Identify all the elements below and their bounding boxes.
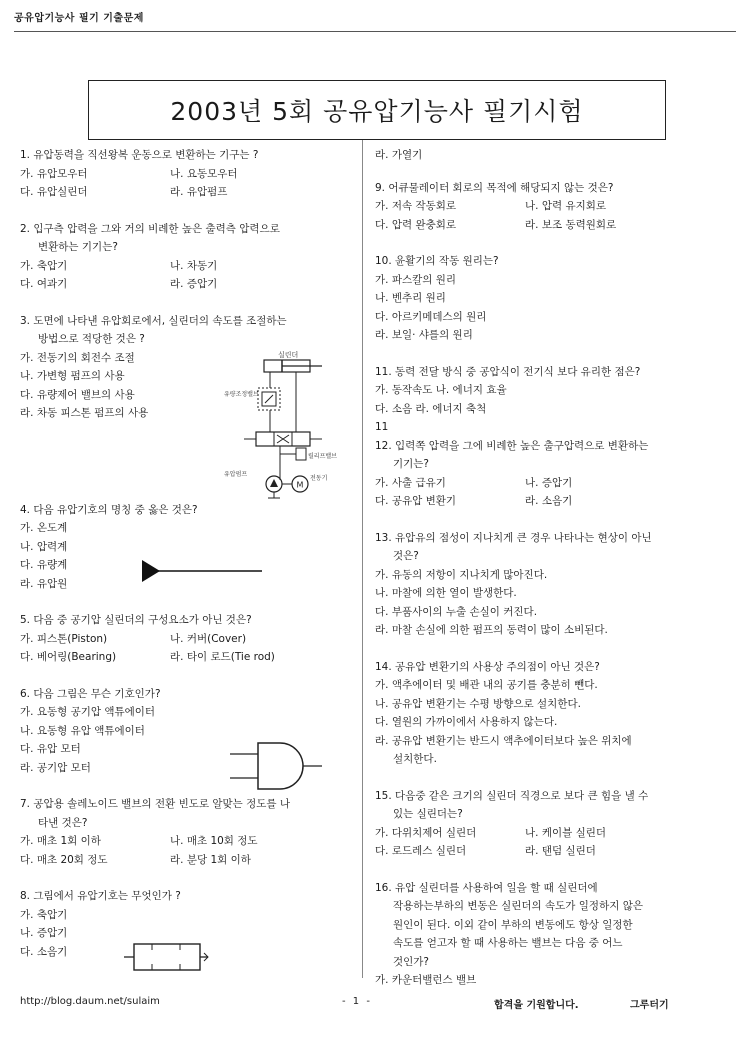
question-text: 11. 동력 전달 방식 중 공압식이 전기식 보다 유리한 점은? — [375, 365, 641, 378]
answer-option: 가. 액추에이터 및 배관 내의 공기를 충분히 뺀다. — [375, 679, 598, 691]
question-text-continued: 변환하는 기기는? — [38, 241, 118, 253]
question-block — [375, 252, 715, 345]
question-block — [375, 363, 715, 437]
option-row — [375, 474, 715, 493]
answer-option: 나. 압력 유지회로 — [525, 200, 607, 212]
answer-option: 다. 베어링(Bearing) — [20, 651, 117, 663]
title-box — [88, 80, 666, 140]
answer-option: 라. 공유압 변환기는 반드시 액추에이터보다 높은 위치에 — [375, 734, 632, 747]
question-block — [375, 146, 715, 165]
answer-option: 라. 증압기 — [170, 278, 218, 290]
answer-option: 다. 아르키메데스의 원리 — [375, 310, 487, 323]
question-text: 7. 공압용 솔레노이드 밸브의 전환 빈도로 알맞는 정도를 나 — [20, 798, 291, 810]
answer-option: 나. 마찰에 의한 열이 발생한다. — [375, 587, 517, 599]
answer-option: 다. 부품사이의 누출 손실이 커진다. — [375, 605, 538, 618]
option-row — [20, 648, 350, 667]
answer-option: 가. 전동기의 회전수 조절 — [20, 351, 135, 364]
question-text: 14. 공유압 변환기의 사용상 주의점이 아닌 것은? — [375, 660, 600, 673]
answer-option: 라. 보일· 샤를의 원리 — [375, 329, 473, 341]
option-row — [20, 257, 350, 276]
answer-option: 나. 압력계 — [20, 540, 68, 553]
answer-option: 나. 케이블 실린더 — [525, 826, 607, 839]
answer-option: 가. 유압모우터 — [20, 167, 88, 180]
pump-label: 유압펌프 — [224, 471, 248, 478]
answer-option: 나. 커버(Cover) — [170, 632, 247, 645]
relief-valve — [296, 448, 306, 460]
column-divider — [362, 140, 363, 978]
option-row — [20, 832, 350, 851]
answer-option: 가. 온도계 — [20, 522, 68, 534]
flow-valve-label: 유량조정밸브 — [224, 391, 259, 398]
option-row — [20, 183, 350, 202]
question-text-continued: 것은? — [393, 550, 419, 562]
question-text-continued: 속도를 얻고자 할 때 사용하는 밸브는 다음 중 어느 — [393, 937, 623, 949]
option-row — [20, 275, 350, 294]
answer-option: 라. 보조 동력원회로 — [525, 218, 617, 231]
footer-url[interactable]: http://blog.daum.net/sulaim — [20, 996, 160, 1007]
option-row — [375, 197, 715, 216]
question-block — [375, 879, 715, 990]
pressure-source-symbol — [140, 556, 264, 586]
option-row — [375, 216, 715, 235]
question-block — [20, 146, 350, 202]
answer-option: 나. 벤추리 원리 — [375, 292, 446, 304]
answer-option: 나. 요동모우터 — [170, 167, 238, 180]
answer-option: 가. 다위치제어 실린더 — [375, 826, 477, 839]
answer-option: 라. 탠덤 실린더 — [525, 845, 596, 857]
relief-valve-label: 릴리프밸브 — [308, 453, 337, 460]
answer-option: 라. 유압원 — [20, 577, 68, 590]
answer-option: 라. 분당 1회 이하 — [170, 853, 251, 866]
question-text: 16. 유압 실린더를 사용하여 일을 할 때 실린더에 — [375, 881, 598, 894]
answer-option: 가. 요동형 공기압 액튜에이터 — [20, 706, 156, 718]
question-block — [375, 437, 715, 511]
answer-option: 다. 매초 20회 정도 — [20, 853, 108, 866]
question-text-continued: 타낸 것은? — [38, 816, 88, 829]
hydraulic-circuit-figure — [222, 348, 340, 500]
question-block — [20, 795, 350, 869]
answer-option: 나. 가변형 펌프의 사용 — [20, 370, 125, 382]
question-text: 3. 도면에 나타낸 유압회로에서, 실린더의 속도를 조절하는 — [20, 314, 287, 327]
answer-option: 라. 차동 피스톤 펌프의 사용 — [20, 407, 149, 419]
answer-option: 다. 소음기 — [20, 945, 68, 958]
answer-option: 라. 마찰 손실에 의한 펌프의 동력이 많이 소비된다. — [375, 624, 608, 636]
answer-option: 라. 타이 로드(Tie rod) — [170, 651, 275, 663]
answer-option: 나. 증압기 — [20, 927, 68, 939]
answer-option: 가. 매초 1회 이하 — [20, 835, 101, 847]
answer-option: 나. 공유압 변환기는 수평 방향으로 설치한다. — [375, 697, 581, 710]
option-row — [375, 824, 715, 843]
answer-option: 라. 유압펌프 — [170, 186, 228, 198]
answer-option: 가. 유동의 저항이 지나치게 많아진다. — [375, 568, 548, 581]
answer-option: 가. 사출 급유기 — [375, 476, 446, 489]
question-text: 4. 다음 유압기호의 명칭 중 옳은 것은? — [20, 503, 198, 516]
answer-option: 라. 가열기 — [375, 149, 423, 161]
motor-letter: M — [296, 480, 304, 490]
rotary-actuator-symbol — [228, 740, 324, 792]
answer-option: 다. 압력 완충회로 — [375, 218, 457, 231]
question-text: 10. 윤활기의 작동 원리는? — [375, 255, 499, 267]
answer-option: 가. 축압기 — [20, 908, 68, 921]
answer-option: 다. 유압실린더 — [20, 186, 88, 198]
answer-option: 설치한다. — [393, 753, 437, 765]
answer-option: 나. 매초 10회 정도 — [170, 835, 258, 847]
question-text: 1. 유압동력을 직선왕복 운동으로 변환하는 기구는 ? — [20, 149, 259, 161]
question-block — [375, 529, 715, 640]
cylinder-label: 실린더 — [278, 351, 299, 359]
answer-option: 다. 공유압 변환기 — [375, 495, 457, 507]
header-rule — [14, 31, 736, 32]
footer-slogan: 합격을 기원합니다. — [494, 1000, 579, 1011]
option-row — [20, 630, 350, 649]
page-number: - 1 - — [342, 996, 372, 1007]
answer-option: 다. 로드레스 실린더 — [375, 845, 467, 857]
right-column — [375, 146, 715, 1008]
page-title: 2003년 5회 공유압기능사 필기시험 — [170, 97, 584, 126]
running-header: 공유압기능사 필기 기출문제 — [14, 13, 144, 24]
question-text: 9. 어큐물레이터 회로의 목적에 해당되지 않는 것은? — [375, 181, 614, 194]
answer-option: 나. 차동기 — [170, 259, 218, 272]
answer-option: 라. 공기압 모터 — [20, 761, 91, 774]
option-row — [375, 492, 715, 511]
accumulator-symbol — [122, 940, 210, 976]
question-text: 6. 다음 그림은 무슨 기호인가? — [20, 687, 161, 700]
question-text: 13. 유압유의 점성이 지나치게 큰 경우 나타나는 현상이 아닌 — [375, 531, 652, 544]
option-row — [20, 851, 350, 870]
answer-option: 다. 여과기 — [20, 278, 68, 290]
question-text: 2. 입구측 압력을 그와 거의 비례한 높은 출력측 압력으로 — [20, 222, 280, 235]
footer-author: 그루터기 — [630, 1000, 669, 1011]
question-text: 5. 다음 중 공기압 실린더의 구성요소가 아닌 것은? — [20, 614, 252, 626]
answer-option: 다. 유량제어 밸브의 사용 — [20, 388, 135, 401]
question-block — [375, 179, 715, 235]
answer-option: 라. 소음기 — [525, 495, 573, 507]
question-text-continued: 방법으로 적당한 것은 ? — [38, 333, 145, 345]
question-text-continued: 것인가? — [393, 955, 430, 968]
question-text-continued: 기기는? — [393, 458, 430, 470]
answer-option: 나. 요동형 유압 액튜에이터 — [20, 724, 145, 737]
answer-option: 가. 피스톤(Piston) — [20, 632, 108, 645]
answer-option: 가. 동작속도 나. 에너지 효율 — [375, 384, 507, 396]
option-row — [375, 842, 715, 861]
question-block — [20, 611, 350, 667]
question-text: 8. 그림에서 유압기호는 무엇인가 ? — [20, 890, 181, 902]
answer-option: 가. 카운터밸런스 밸브 — [375, 974, 477, 986]
answer-option: 다. 유량계 — [20, 559, 68, 571]
answer-option: 다. 유압 모터 — [20, 743, 81, 755]
question-block — [375, 658, 715, 769]
answer-option: 가. 축압기 — [20, 259, 68, 272]
question-text: 12. 입력쪽 압력을 그에 비례한 높은 출구압력으로 변환하는 — [375, 439, 649, 452]
question-text-continued: 원인이 된다. 이외 같이 부하의 변동에도 항상 일정한 — [393, 918, 633, 931]
option-row — [20, 165, 350, 184]
motor-label: 전동기 — [310, 475, 328, 482]
answer-option: 나. 증압기 — [525, 476, 573, 489]
question-text: 15. 다음중 같은 크기의 실린더 직경으로 보다 큰 힘을 낼 수 — [375, 789, 649, 802]
answer-option: 가. 파스칼의 원리 — [375, 273, 457, 286]
answer-option: 다. 열원의 가까이에서 사용하지 않는다. — [375, 716, 558, 728]
answer-option: 가. 저속 작동회로 — [375, 200, 457, 212]
question-block — [375, 787, 715, 861]
question-text-continued: 있는 실린더는? — [393, 808, 463, 820]
answer-option: 다. 소음 라. 에너지 축척 — [375, 402, 487, 415]
question-block — [20, 220, 350, 294]
answer-option: 11 — [375, 421, 389, 433]
question-text-continued: 작용하는부하의 변동은 실린더의 속도가 일정하지 않은 — [393, 900, 643, 912]
